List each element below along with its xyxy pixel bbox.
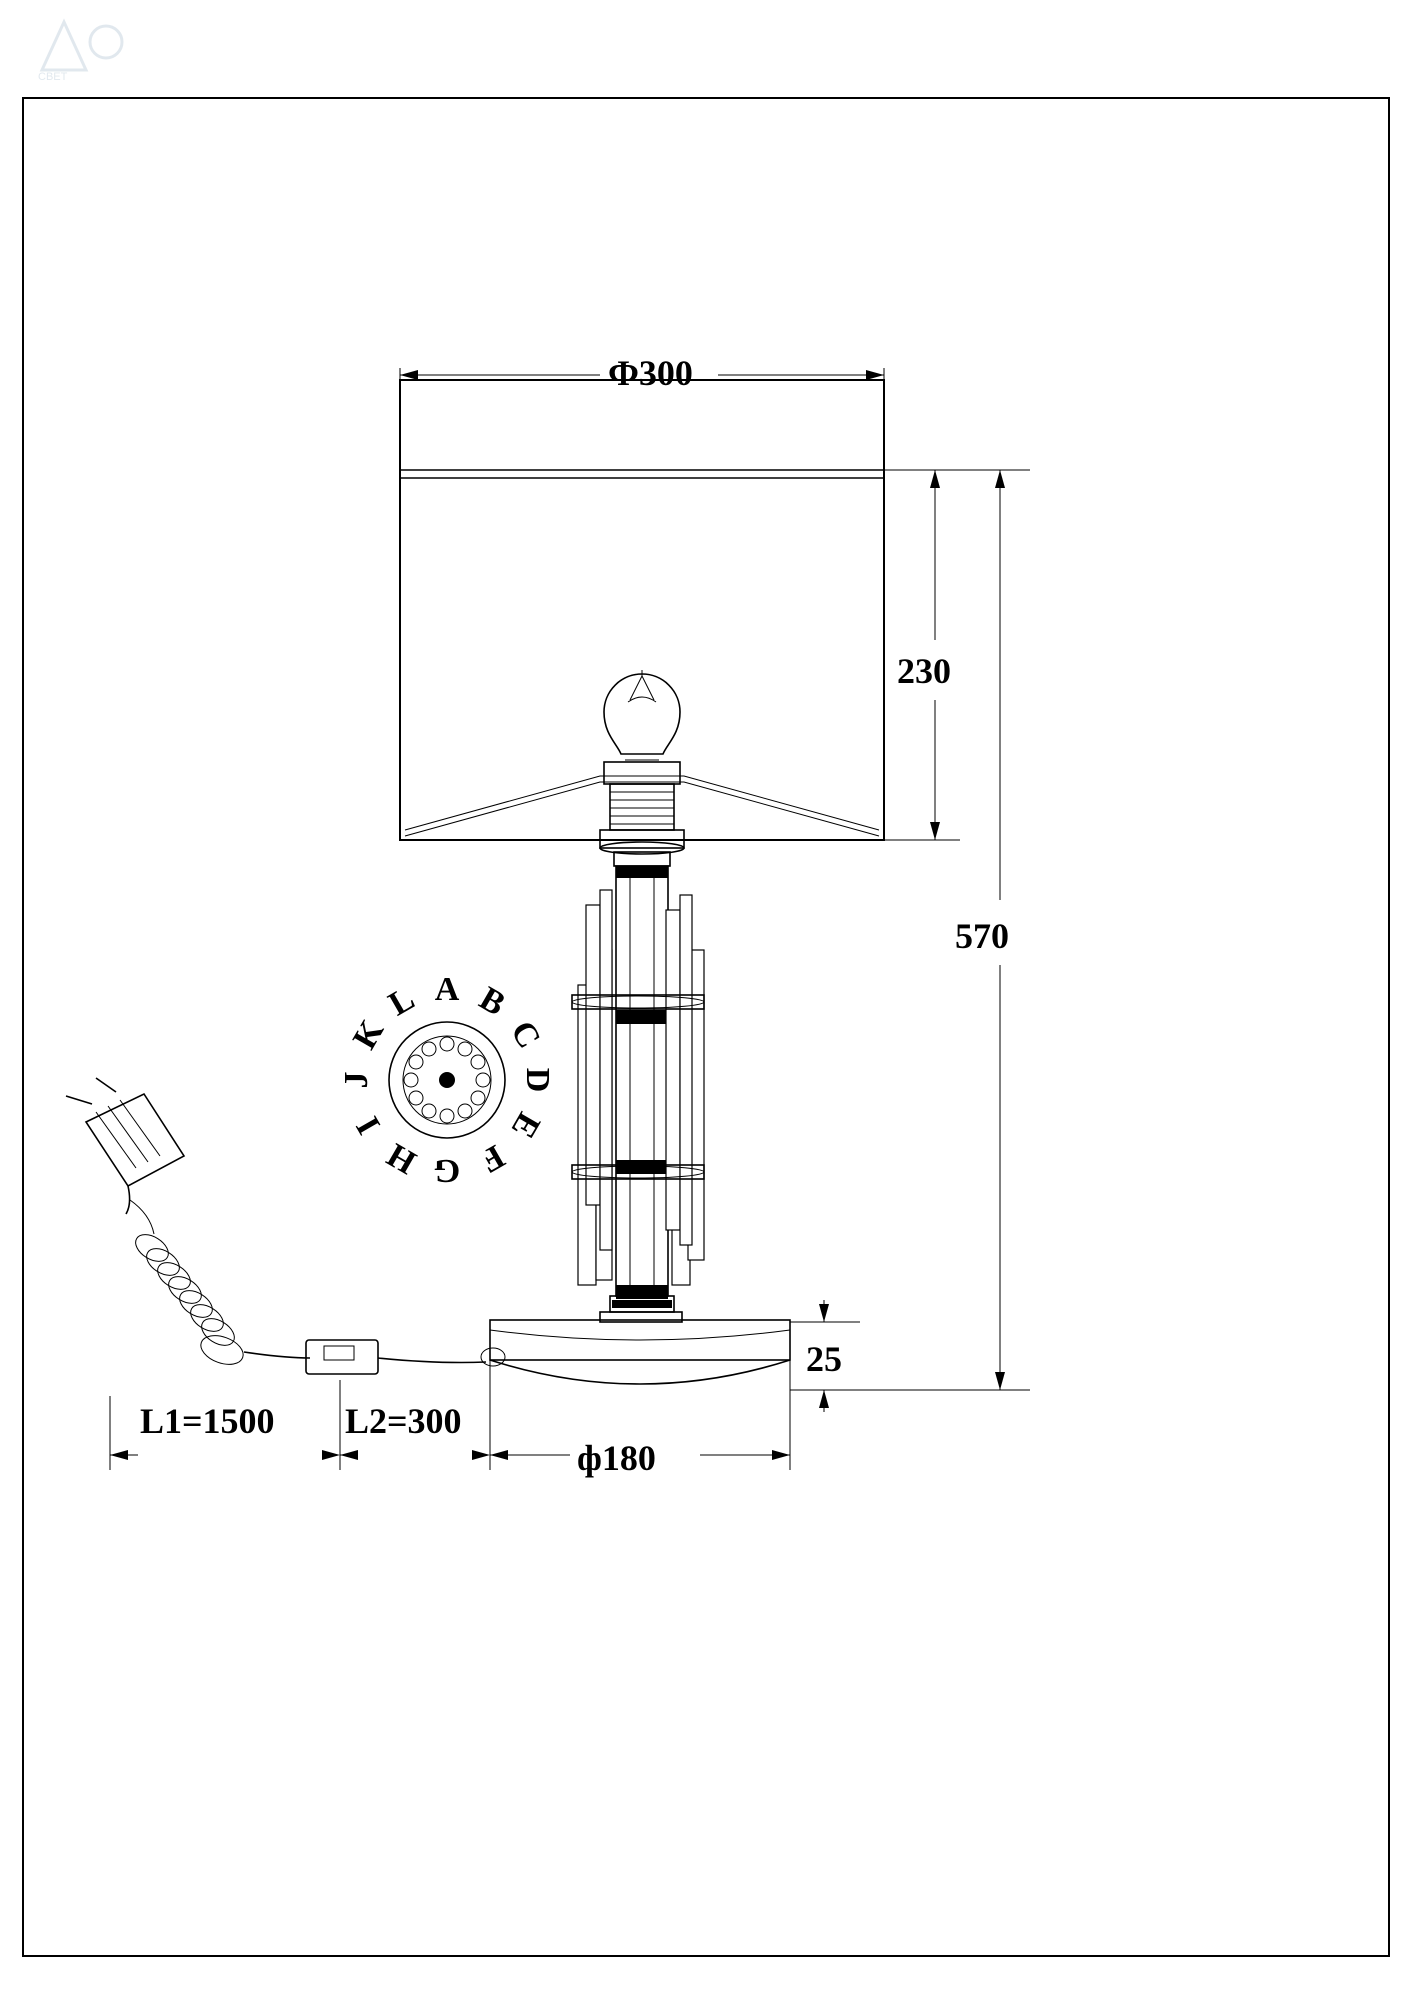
label-shade-diameter: Ф300: [608, 353, 693, 393]
dial-letter-D: D: [519, 1067, 556, 1093]
dial-letter-K: K: [345, 1014, 392, 1056]
lamp-shade: [400, 380, 884, 840]
cord-coil: [130, 1200, 247, 1370]
label-total-height: 570: [955, 916, 1009, 956]
cord-switch: [306, 1340, 378, 1374]
dial-letter-L: L: [382, 979, 421, 1024]
power-plug: [66, 1078, 184, 1214]
label-cord-length-2: L2=300: [345, 1401, 462, 1441]
crystal-rods: [572, 890, 704, 1285]
dial-letter-J: J: [338, 1071, 375, 1089]
dial-letter-F: F: [474, 1137, 511, 1180]
power-cord-assembly: [66, 1078, 486, 1374]
letter-dial: [338, 971, 556, 1189]
dial-letter-I: I: [349, 1110, 388, 1141]
lamp-base: [481, 1312, 790, 1384]
svg-text:СВЕТ: СВЕТ: [38, 71, 68, 82]
dial-letter-H: H: [381, 1135, 423, 1182]
dial-letter-A: A: [434, 971, 460, 1008]
label-base-thickness: 25: [806, 1339, 842, 1379]
dial-letter-C: C: [503, 1014, 548, 1055]
label-shade-height: 230: [897, 651, 951, 691]
dial-letter-E: E: [503, 1106, 548, 1145]
label-base-diameter: ф180: [577, 1438, 656, 1478]
label-cord-length-1: L1=1500: [140, 1401, 275, 1441]
lamp-column: [610, 866, 674, 1312]
dial-letter-B: B: [473, 979, 512, 1024]
dial-letter-G: G: [433, 1152, 461, 1189]
